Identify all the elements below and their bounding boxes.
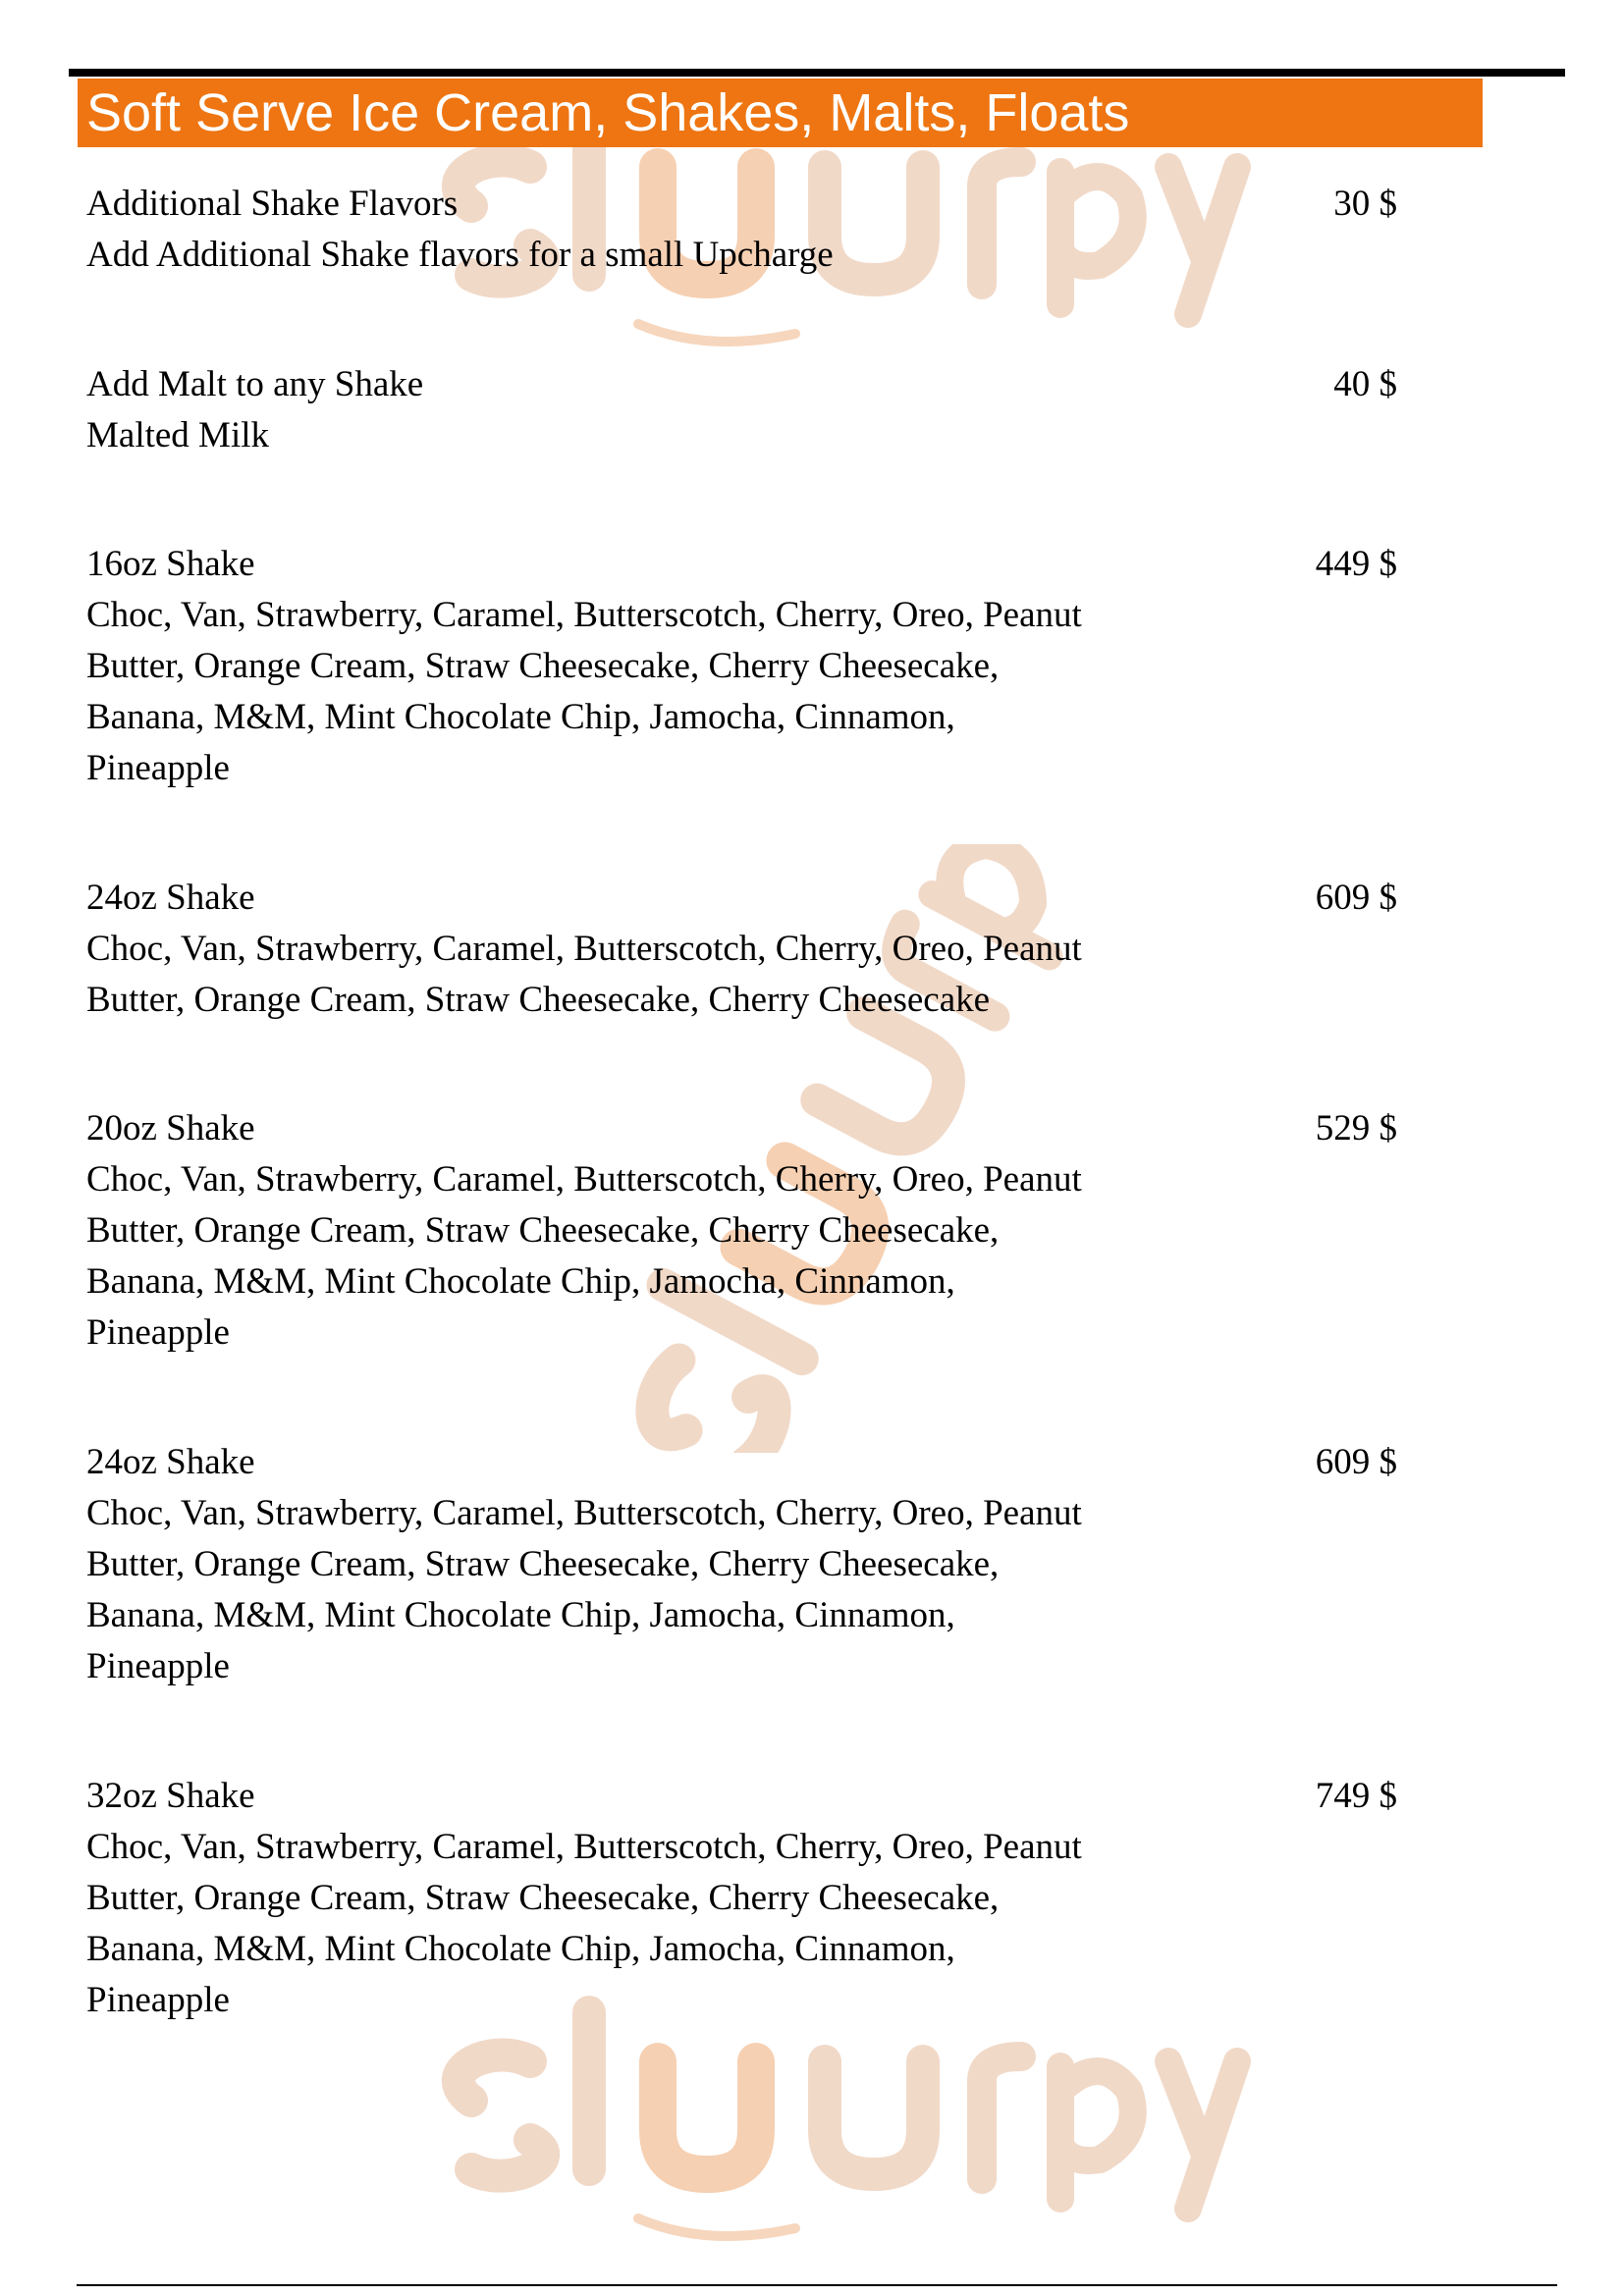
menu-item-price: 749 $ [1315, 1776, 1397, 1816]
description-line: Choc, Van, Strawberry, Caramel, Butterscotch, Cherry, Oreo, Peanut [86, 1493, 1082, 1533]
description-line: Choc, Van, Strawberry, Caramel, Butterscotch, Cherry, Oreo, Peanut [86, 1827, 1082, 1867]
menu-item-price: 609 $ [1315, 878, 1397, 918]
menu-item-price: 30 $ [1333, 184, 1397, 224]
menu-item [86, 179, 1402, 281]
description-line: Add Additional Shake flavors for a small Upcharge [86, 235, 834, 275]
section-title: Soft Serve Ice Cream, Shakes, Malts, Floats [86, 83, 1130, 142]
menu-item-name: 32oz Shake [86, 1776, 255, 1816]
menu-item-description [86, 1154, 1245, 1359]
menu-item-name: 24oz Shake [86, 878, 255, 918]
description-line: Banana, M&M, Mint Chocolate Chip, Jamocha, Cinnamon, [86, 697, 955, 737]
description-line: Pineapple [86, 748, 230, 788]
description-line: Choc, Van, Strawberry, Caramel, Butterscotch, Cherry, Oreo, Peanut [86, 929, 1082, 969]
menu-item-price: 609 $ [1315, 1442, 1397, 1482]
description-line: Pineapple [86, 1646, 230, 1686]
menu-item-description [86, 590, 1245, 794]
menu-item-name: 20oz Shake [86, 1108, 255, 1148]
description-line: Butter, Orange Cream, Straw Cheesecake, Cherry Cheesecake, [86, 1878, 1000, 1918]
description-line: Choc, Van, Strawberry, Caramel, Butterscotch, Cherry, Oreo, Peanut [86, 595, 1082, 635]
description-line: Butter, Orange Cream, Straw Cheesecake, Cherry Cheesecake, [86, 1210, 1000, 1251]
description-line: Malted Milk [86, 415, 270, 455]
description-line: Butter, Orange Cream, Straw Cheesecake, Cherry Cheesecake, [86, 646, 1000, 686]
menu-item-price: 40 $ [1333, 364, 1397, 404]
description-line: Pineapple [86, 1980, 230, 2020]
menu-item [86, 1437, 1402, 1692]
menu-item-description [86, 924, 1245, 1026]
menu-item-name: Additional Shake Flavors [86, 184, 459, 224]
menu-item [86, 1103, 1402, 1359]
menu-item-name: 24oz Shake [86, 1442, 255, 1482]
description-line: Butter, Orange Cream, Straw Cheesecake, Cherry Cheesecake [86, 980, 991, 1020]
menu-item-price: 529 $ [1315, 1108, 1397, 1148]
menu-item-description [86, 1488, 1245, 1692]
menu-item-description [86, 410, 1245, 461]
menu-item-name: Add Malt to any Shake [86, 364, 424, 404]
section-header [78, 79, 1483, 147]
menu-item-price: 449 $ [1315, 544, 1397, 584]
description-line: Pineapple [86, 1312, 230, 1353]
description-line: Banana, M&M, Mint Chocolate Chip, Jamocha, Cinnamon, [86, 1595, 955, 1635]
menu-item [86, 873, 1402, 1026]
description-line: Banana, M&M, Mint Chocolate Chip, Jamocha, Cinnamon, [86, 1261, 955, 1302]
menu-item [86, 1771, 1402, 2026]
top-rule [69, 69, 1565, 77]
description-line: Banana, M&M, Mint Chocolate Chip, Jamocha, Cinnamon, [86, 1929, 955, 1969]
menu-item-description [86, 1822, 1245, 2026]
menu-item-name: 16oz Shake [86, 544, 255, 584]
menu-item [86, 359, 1402, 461]
menu-item-description [86, 230, 1245, 281]
description-line: Butter, Orange Cream, Straw Cheesecake, Cherry Cheesecake, [86, 1544, 1000, 1584]
bottom-rule [77, 2284, 1557, 2286]
description-line: Choc, Van, Strawberry, Caramel, Butterscotch, Cherry, Oreo, Peanut [86, 1159, 1082, 1200]
menu-item [86, 539, 1402, 794]
